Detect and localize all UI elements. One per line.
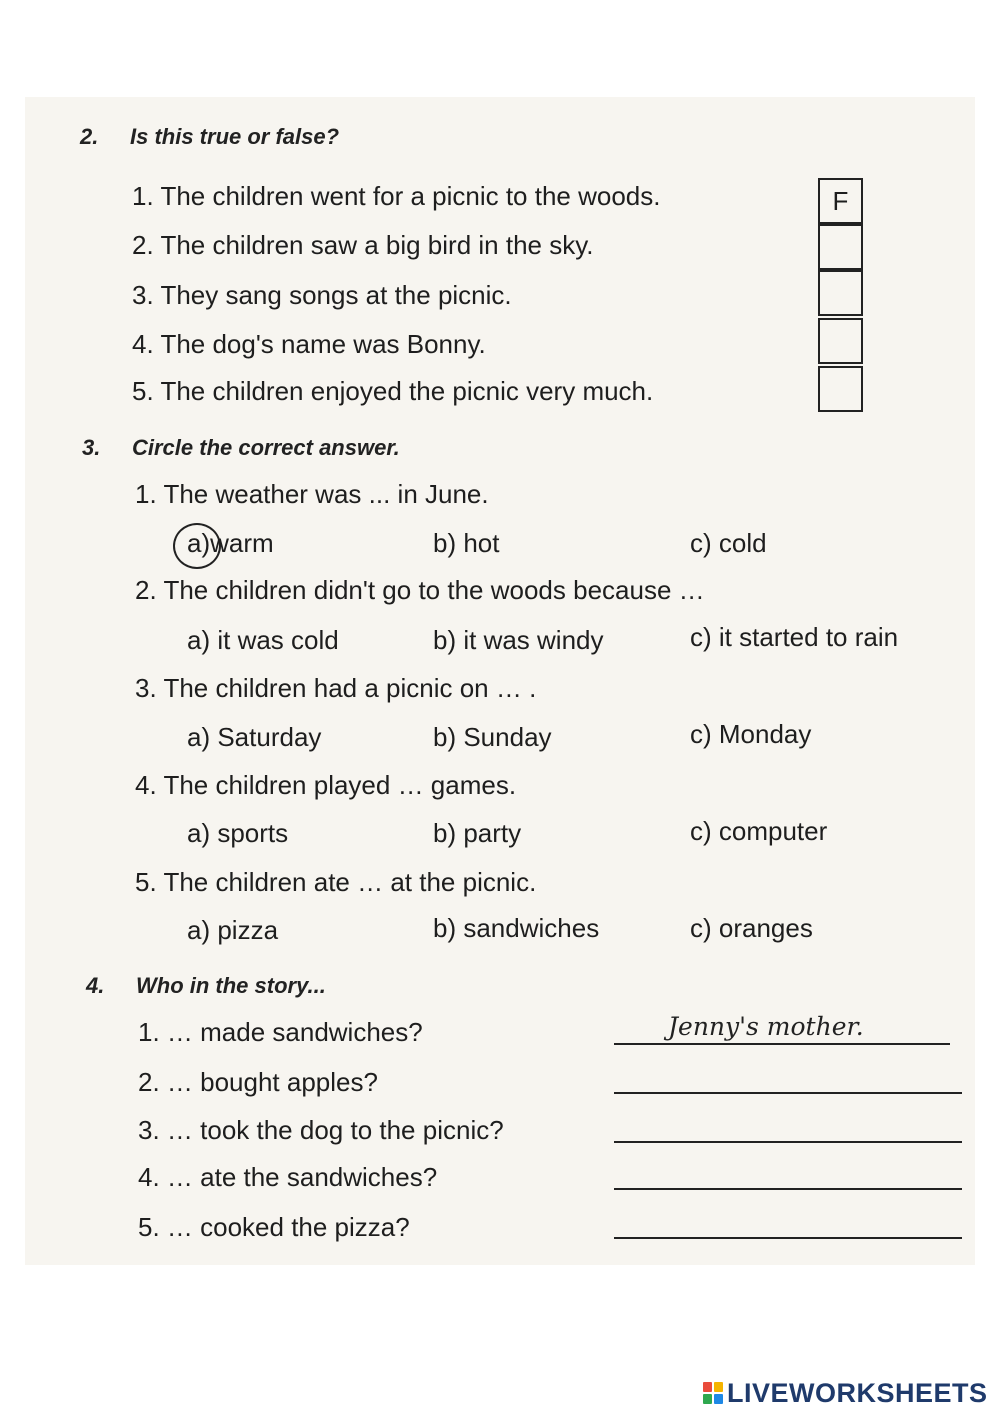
mc-question-5: 5. The children ate … at the picnic. <box>135 867 537 897</box>
mc-option-5c[interactable]: c) oranges <box>690 913 813 943</box>
mc-option-5b[interactable]: b) sandwiches <box>433 913 600 943</box>
who-question-1: 1. … made sandwiches? <box>138 1017 423 1047</box>
mc-option-3a[interactable]: a) Saturday <box>187 722 322 752</box>
mc-option-5a[interactable]: a) pizza <box>187 915 279 945</box>
section-title: Is this true or false? <box>130 124 340 149</box>
logo-tiles-icon <box>703 1382 723 1404</box>
who-answer-line-2[interactable] <box>614 1092 962 1094</box>
mc-option-2a[interactable]: a) it was cold <box>187 625 339 655</box>
who-question-2: 2. … bought apples? <box>138 1067 378 1097</box>
logo-text: LIVEWORKSHEETS <box>727 1378 988 1408</box>
mc-option-1b[interactable]: b) hot <box>433 528 500 558</box>
logo-tile-yellow <box>714 1382 723 1392</box>
logo-tile-red <box>703 1382 712 1392</box>
tf-answer-box-1[interactable]: F <box>818 178 863 224</box>
section-circle-heading <box>82 435 400 461</box>
section-title: Circle the correct answer. <box>132 435 400 460</box>
section-true-false-heading <box>80 124 339 150</box>
mc-option-4c[interactable]: c) computer <box>690 816 828 846</box>
mc-option-4a[interactable]: a) sports <box>187 818 289 848</box>
who-question-3: 3. … took the dog to the picnic? <box>138 1115 504 1145</box>
mc-question-2: 2. The children didn't go to the woods because … <box>135 575 705 605</box>
tf-answer-box-3[interactable] <box>818 270 863 316</box>
mc-option-1c[interactable]: c) cold <box>690 528 767 558</box>
tf-statement-2: 2. The children saw a big bird in the sky. <box>132 230 594 260</box>
tf-statement-1: 1. The children went for a picnic to the woods. <box>132 181 661 211</box>
mc-option-4b[interactable]: b) party <box>433 818 522 848</box>
tf-statement-5: 5. The children enjoyed the picnic very much. <box>132 376 654 406</box>
section-title: Who in the story... <box>136 973 326 998</box>
section-number: 4. <box>86 973 105 998</box>
who-answer-line-3[interactable] <box>614 1141 962 1143</box>
mc-question-3: 3. The children had a picnic on … . <box>135 673 537 703</box>
section-number: 2. <box>80 124 99 149</box>
who-question-4: 4. … ate the sandwiches? <box>138 1162 438 1192</box>
logo-tile-green <box>703 1394 712 1404</box>
section-who-heading <box>86 973 326 999</box>
section-number: 3. <box>82 435 101 460</box>
who-answer-line-5[interactable] <box>614 1237 962 1239</box>
who-answer-line-1[interactable] <box>614 1043 950 1045</box>
mc-option-2b[interactable]: b) it was windy <box>433 625 604 655</box>
tf-statement-3: 3. They sang songs at the picnic. <box>132 280 512 310</box>
mc-question-4: 4. The children played … games. <box>135 770 517 800</box>
mc-option-3c[interactable]: c) Monday <box>690 719 812 749</box>
logo-tile-blue <box>714 1394 723 1404</box>
who-answer-1[interactable]: Jenny's mother. <box>668 1012 864 1041</box>
tf-statement-4: 4. The dog's name was Bonny. <box>132 329 486 359</box>
tf-answer-box-4[interactable] <box>818 318 863 364</box>
tf-answer-box-5[interactable] <box>818 366 863 412</box>
mc-option-3b[interactable]: b) Sunday <box>433 722 552 752</box>
mc-question-1: 1. The weather was ... in June. <box>135 479 489 509</box>
mc-option-2c[interactable]: c) it started to rain <box>690 622 899 652</box>
tf-answer-box-2[interactable] <box>818 224 863 270</box>
who-answer-line-4[interactable] <box>614 1188 962 1190</box>
mc-option-1a[interactable]: a)warm <box>187 528 274 558</box>
who-question-5: 5. … cooked the pizza? <box>138 1212 410 1242</box>
